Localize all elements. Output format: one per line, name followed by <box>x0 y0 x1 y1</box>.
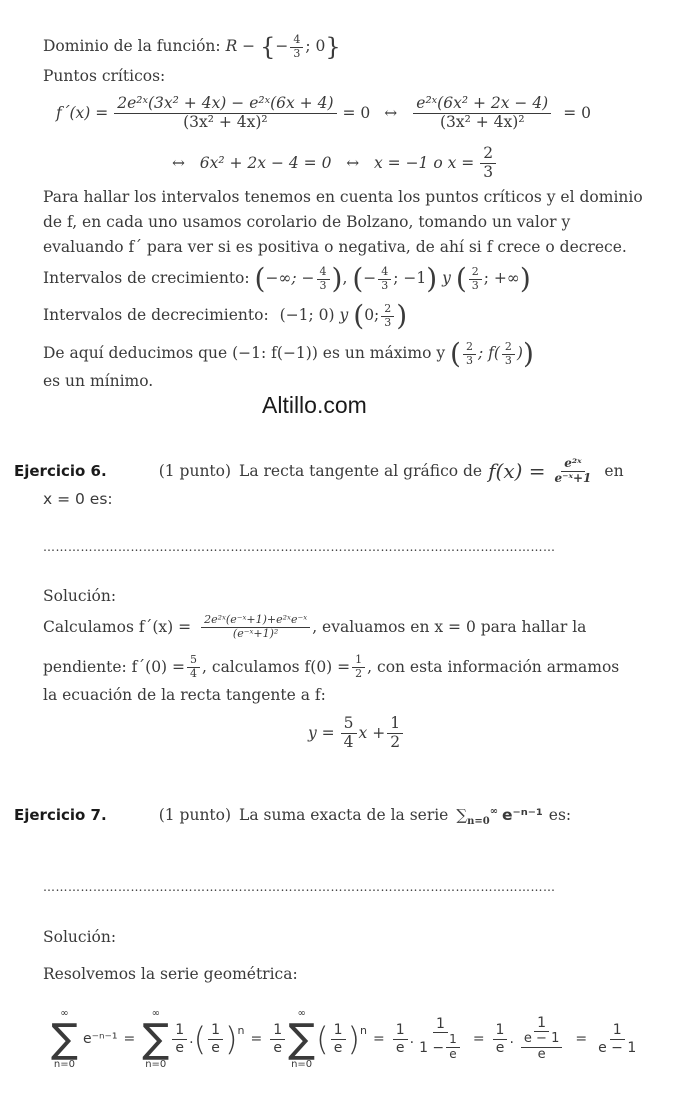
domain-tail: ; 0 <box>305 37 326 56</box>
domain-label: Dominio de la función: <box>43 37 221 56</box>
sum-symbol-1: ∞ ∑ n=0 <box>51 1008 78 1070</box>
decreasing-intervals: Intervalos de decrecimiento: (−1; 0) y (0; $\frac{2}{3}$ ) <box>43 299 408 333</box>
deduction-line: De aquí deducimos que (−1: f(−1)) es un máximo y ( $\frac{2}{3}$ ; f( $\frac{2}{3}$ )) <box>43 337 534 371</box>
ex6-solution-label: Solución: <box>43 587 117 605</box>
inc-a: −∞; − <box>265 269 315 288</box>
para-line-2: de f, en cada uno usamos corolario de Bolzano, tomando un valor y <box>43 213 571 231</box>
critical-label: Puntos críticos: <box>43 67 166 85</box>
ex6-s1-num: 2e²ˣ(e⁻ˣ+1)+e²ˣe⁻ˣ <box>201 614 310 628</box>
ex6-s1a: Calculamos f´(x) = <box>43 618 192 636</box>
ex6-line2: x = 0 es: <box>43 490 113 508</box>
ex6-statement <box>14 456 624 486</box>
para-line-1: Para hallar los intervalos tenemos en cuenta los puntos críticos y el dominio <box>43 188 643 206</box>
dec-label: Intervalos de decrecimiento: <box>43 306 269 325</box>
ex7-statement-end: es: <box>548 806 572 824</box>
ex7-solution-label: Solución: <box>43 928 117 946</box>
ex7-statement: Ejercicio 7. (1 punto) La suma exacta de la serie $\sum_{n=0}^\infty$ e⁻ⁿ⁻¹ es: <box>14 806 572 827</box>
inc-b: − <box>363 269 377 288</box>
inc-d: ; +∞ <box>483 269 520 288</box>
para-line-3: evaluando f´ para ver si es positiva o negativa, de ahí si f crece o decrece. <box>43 238 627 256</box>
ex7-geometric-label: Resolvemos la serie geométrica: <box>43 965 298 983</box>
ex6-s1-den: (e⁻ˣ+1)² <box>232 626 279 640</box>
domain-math: R − <box>225 37 256 56</box>
frac2-den: (3x² + 4x)² <box>439 112 525 131</box>
ex7-label: Ejercicio 7. <box>14 806 107 824</box>
dec-y: y <box>339 306 349 325</box>
derivative-line <box>56 90 591 136</box>
watermark: Altillo.com <box>262 392 367 418</box>
ex6-derivative-frac <box>201 614 310 640</box>
ex6-fx: f(x) = <box>488 459 546 483</box>
ded-c: ) <box>516 344 523 363</box>
ex6-tangent-equation: y = $\frac{5}{4}$ x + $\frac{1}{2}$ <box>308 710 405 756</box>
frac-derivative-2 <box>413 95 551 132</box>
ex7-statement-text: La suma exacta de la serie <box>239 806 449 824</box>
ex6-eq-a: y = <box>308 724 335 742</box>
ded-b: ; f( <box>477 344 500 363</box>
iff-symbol: ↔ <box>384 104 398 122</box>
ded-a: De aquí deducimos que (−1: f(−1)) es un máximo y <box>43 344 446 363</box>
ex6-sol-line3: la ecuación de la recta tangente a f: <box>43 686 326 704</box>
frac-derivative-1 <box>114 95 336 132</box>
ex6-frac-den: e⁻ˣ+1 <box>554 470 592 485</box>
frac1-num: 2e²ˣ(3x² + 4x) − e²ˣ(6x + 4) <box>114 95 336 114</box>
eq-zero-2: = 0 <box>563 104 592 122</box>
ex7-points: (1 punto) <box>158 806 232 824</box>
deduction-end: es un mínimo. <box>43 372 154 390</box>
domain-line: Dominio de la función: R − {− $\frac{4}{3}$ ; 0} <box>43 33 341 62</box>
roots-line <box>172 142 498 184</box>
eq-zero: = 0 <box>342 104 371 122</box>
ex6-frac-num: e²ˣ <box>561 457 584 472</box>
inc-c: ; −1 <box>393 269 427 288</box>
ex6-statement-end: en <box>604 462 624 480</box>
deriv-lhs: f´(x) = <box>56 104 109 122</box>
frac-2-3: $\frac{2}{3}$ <box>480 145 496 182</box>
ex6-sol-line1 <box>43 610 586 644</box>
frac2-num: e²ˣ(6x² + 2x − 4) <box>413 95 551 114</box>
inc-label: Intervalos de crecimiento: <box>43 269 250 288</box>
ex6-s1b: , evaluamos en x = 0 para hallar la <box>312 618 587 636</box>
ex6-eq-b: x + <box>358 724 386 742</box>
ex6-statement-text: La recta tangente al gráfico de <box>239 462 483 480</box>
roots-text: ↔ 6x² + 2x − 4 = 0 ↔ x = −1 o x = <box>172 154 475 172</box>
ex6-s2b: , calculamos f(0) = <box>202 658 351 676</box>
sum-symbol-3: ∞ ∑ n=0 <box>288 1008 316 1070</box>
ex6-points: (1 punto) <box>158 462 232 480</box>
sum-symbol-2: ∞ ∑ n=0 <box>142 1008 170 1070</box>
increasing-intervals: Intervalos de crecimiento: (−∞; − $\frac{4}{3}$ ), (− $\frac{4}{3}$ ; −1) y ( $\frac{2}{3}$ ; +∞) <box>43 262 531 296</box>
frac1-den: (3x² + 4x)² <box>183 112 268 131</box>
frac-4-3: $\frac{4}{3}$ <box>290 34 303 60</box>
dec-b: 0; <box>364 306 380 325</box>
ex6-frac <box>552 457 595 486</box>
ex7-series: e⁻ⁿ⁻¹ <box>502 806 543 824</box>
ex6-s2c: , con esta información armamos <box>367 658 620 676</box>
dec-a: (−1; 0) <box>279 306 335 325</box>
ex6-label: Ejercicio 6. <box>14 462 107 480</box>
ex6-sol-line2: pendiente: f´(0) = $\frac{5}{4}$ , calculamos f(0) = $\frac{1}{2}$ , con esta información armamos <box>43 652 620 680</box>
ex6-answer-dots: …………………………………………………………………………………………………………… <box>43 540 556 554</box>
ex7-series-solution: ∞ ∑ n=0 e⁻ⁿ⁻¹ = ∞ ∑ n=0 $\frac{1}{e}$ . ( $\frac{1}{e}$ ) $^n$ = $\frac{1}{e}$ ∞ ∑ n=0 ( $\frac{1}{e}$ ) $^n$ = $\frac{1}{e}$ . 1 1 − $\frac{1}{e}$ = $\frac{1}{e}$ . $\frac{1}{\frac{e - 1}{e}}$ = $\frac{1}{e - 1}$ <box>51 1008 637 1070</box>
inc-y: y <box>442 269 451 288</box>
ex6-s2a: pendiente: f´(0) = <box>43 658 186 676</box>
ex7-answer-dots: …………………………………………………………………………………………………………… <box>43 880 556 894</box>
